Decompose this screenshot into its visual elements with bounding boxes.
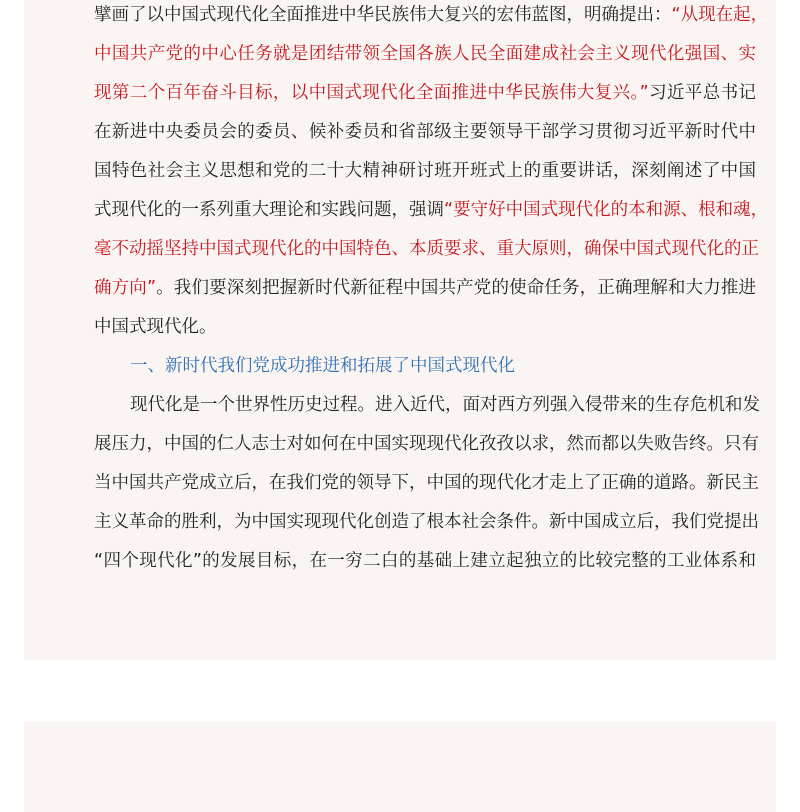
quote-span: 现第二个百年奋斗目标，以中国式现代化全面推进中华民族伟大复兴。” [94, 83, 649, 103]
text-span: 中国式现代化。 [94, 317, 217, 337]
paragraph-line [94, 464, 759, 503]
quote-line [94, 35, 756, 74]
text-span: 主义革命的胜利，为中国实现现代化创造了根本社会条件。新中国成立后，我们党提出 [94, 512, 759, 532]
text-span: “四个现代化”的发展目标，在一穷二白的基础上建立起独立的比较完整的工业体系和 [94, 551, 756, 571]
quote-span: “要守好中国式现代化的本和源、根和魂， [444, 200, 769, 220]
text-span: 展压力，中国的仁人志士对如何在中国实现现代化孜孜以求，然而都以失败告终。只有 [94, 434, 759, 454]
next-page-card [24, 722, 776, 812]
paragraph-line [94, 191, 769, 230]
heading-text: 一、新时代我们党成功推进和拓展了中国式现代化 [130, 356, 515, 376]
text-span: 现代化是一个世界性历史过程。进入近代，面对西方列强入侵带来的生存危机和发 [130, 395, 760, 415]
section-heading [94, 347, 756, 386]
paragraph-line [94, 113, 756, 152]
quote-span: 毫不动摇坚持中国式现代化的中国特色、本质要求、重大原则，确保中国式现代化的正 [94, 239, 759, 259]
text-span: 习近平总书记 [648, 83, 756, 103]
text-span: 在新进中央委员会的委员、候补委员和省部级主要领导干部学习贯彻习近平新时代中 [94, 122, 756, 142]
paragraph-line [94, 269, 756, 308]
text-span: 国特色社会主义思想和党的二十大精神研讨班开班式上的重要讲话，深刻阐述了中国 [94, 161, 756, 181]
paragraph-line [94, 74, 756, 113]
paragraph-line [94, 503, 759, 542]
quote-span: 确方向” [94, 278, 157, 298]
quote-span: 中国共产党的中心任务就是团结带领全国各族人民全面建成社会主义现代化强国、实 [94, 44, 756, 64]
quote-span: “从现在起， [671, 5, 769, 25]
paragraph-line [94, 386, 760, 425]
body-text [94, 0, 769, 581]
paragraph-line [94, 152, 756, 191]
document-page-card [24, 0, 776, 660]
paragraph-line [94, 0, 769, 35]
text-span: 当中国共产党成立后，在我们党的领导下，中国的现代化才走上了正确的道路。新民主 [94, 473, 759, 493]
paragraph-line [94, 425, 759, 464]
paragraph-line [94, 542, 756, 581]
text-span: 。我们要深刻把握新时代新征程中国共产党的使命任务，正确理解和大力推进 [156, 278, 756, 298]
text-span: 式现代化的一系列重大理论和实践问题，强调 [94, 200, 444, 220]
text-span: 擘画了以中国式现代化全面推进中华民族伟大复兴的宏伟蓝图，明确提出： [94, 5, 672, 25]
paragraph-line [94, 308, 756, 347]
quote-line [94, 230, 759, 269]
